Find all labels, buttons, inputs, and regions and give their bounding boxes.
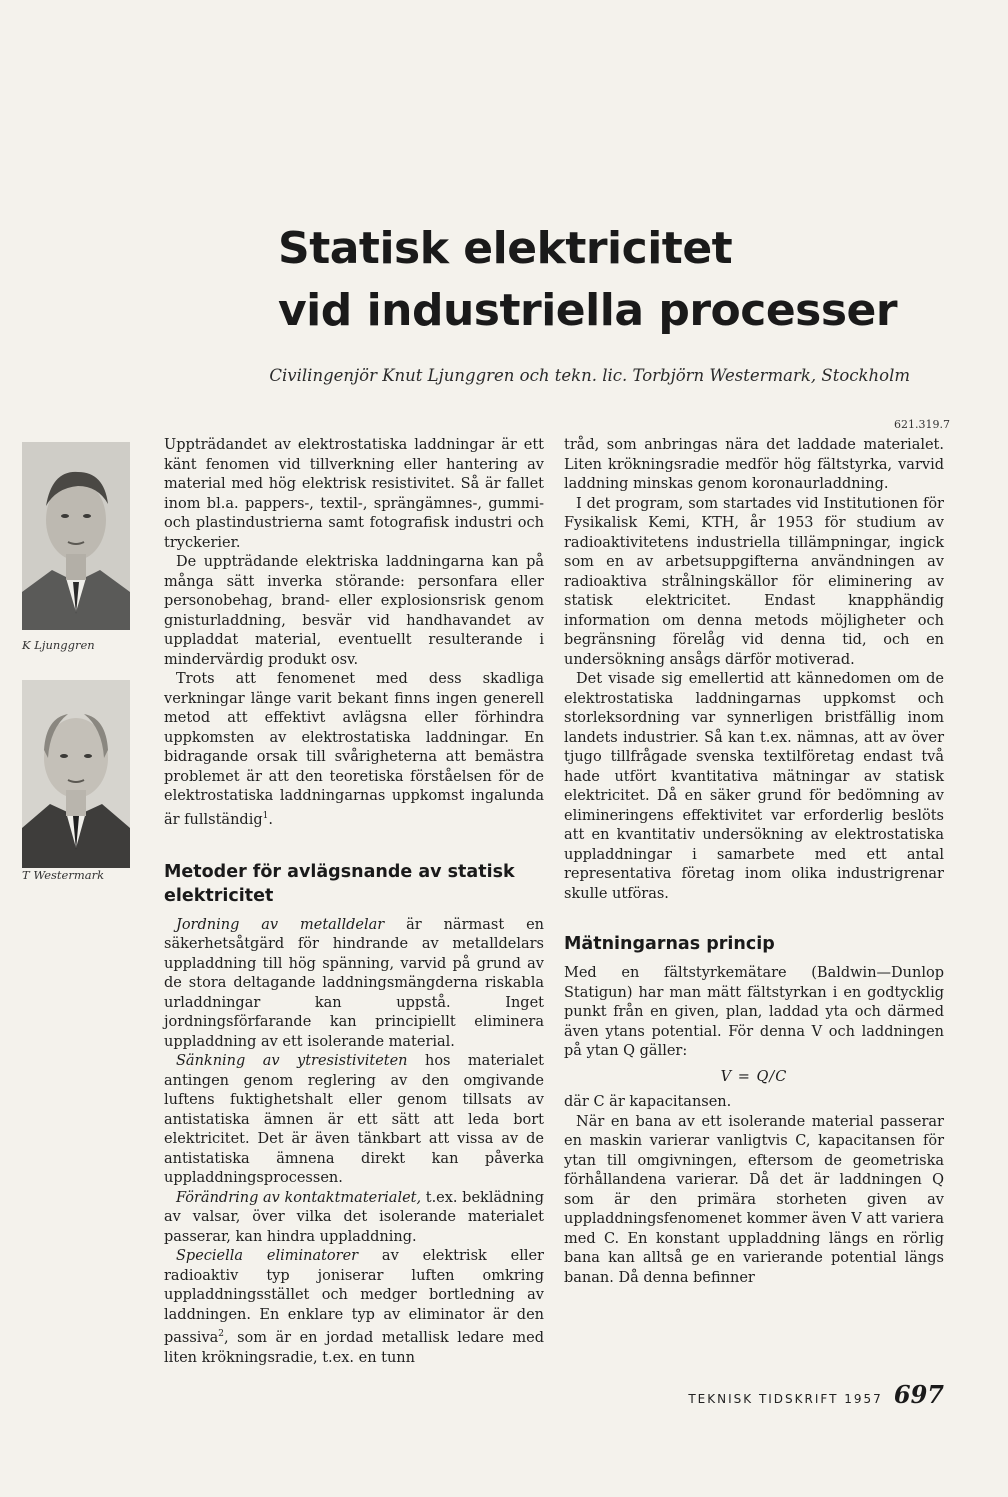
- paragraph: där C är kapacitansen.: [564, 1094, 732, 1110]
- left-column: [164, 436, 544, 1368]
- right-column: [564, 436, 944, 1288]
- equation: V = Q/C: [720, 1068, 788, 1085]
- article-title: [278, 218, 918, 342]
- paragraph: Uppträdandet av elektrostatiska laddningar är ett känt fenomen vid tillverkning eller hantering av material med hög elektrisk resistivitet. Så är fallet inom bl.a. pappers-, textil-, sprängämnes-, gummi- och plastindustrierna samt fotografisk industri och tryckerier.: [164, 437, 544, 551]
- photo-caption-westermark: T Westermark: [22, 868, 105, 882]
- byline: Civilingenjör Knut Ljunggren och tekn. lic. Torbjörn Westermark, Stockholm: [269, 366, 910, 385]
- portrait-icon: [22, 442, 130, 630]
- photo-caption-ljunggren: K Ljunggren: [22, 638, 95, 652]
- portrait-icon: [22, 680, 130, 868]
- page-footer: [688, 1380, 944, 1409]
- author-photo-ljunggren: [22, 442, 130, 630]
- paragraph: Förändring av kontaktmaterialet, t.ex. beklädning av valsar, över vilka det isolerande materialet passerar, kan hindra uppladdning.: [164, 1189, 544, 1245]
- section-heading: Metoder för avlägsnande av statisk elektricitet: [164, 861, 515, 906]
- udc-classification: 621.319.7: [894, 418, 950, 431]
- title-line-2: vid industriella processer: [278, 285, 898, 336]
- paragraph: Jordning av metalldelar är närmast en säkerhetsåtgärd för hindrande av metalldelars uppladdning till hög spänning, varvid på grund av de stora deltagande laddningsmängderna riskabla urladdningar kan uppstå. Inget jordningsförfarande kan principiellt eliminera uppladdning av ett isolerande material.: [164, 916, 545, 1050]
- paragraph: Det visade sig emellertid att kännedomen om de elektrostatiska laddningarnas uppkomst och storleksordning var synnerligen bristfällig inom landets industrier. Så kan t.ex. nämnas, att av över tjugo tillfrågade svenska textilföretag endast två hade utfört kvantitativa mätningar av statisk elektricitet. Då en säker grund för bedömning av elimineringens effektivitet var erforderlig beslöts att en kvantitativ undersökning av elektrostatiska uppladdningar i samarbete med ett antal representativa företag inom olika industrigrenar skulle utföras.: [564, 671, 944, 902]
- paragraph: Med en fältstyrkemätare (Baldwin—Dunlop Statigun) har man mätt fältstyrkan i en godtycklig punkt från en given, plan, laddad yta och därmed även ytans potential. För denna V och laddningen på ytan Q gäller:: [564, 965, 944, 1059]
- paragraph: Trots att fenomenet med dess skadliga verkningar länge varit bekant finns ingen generell metod att effektivt avlägsna eller förhindra uppkomsten av elektrostatiska laddningar. En bidragande orsak till svårigheterna att bemästra problemet är att den teoretiska förståelsen för de elektrostatiska laddningarnas uppkomst ingalunda är fullständig$^1$.: [164, 671, 544, 828]
- page-number: 697: [893, 1380, 944, 1409]
- paragraph: tråd, som anbringas nära det laddade materialet. Liten krökningsradie medför hög fältstyrka, varvid laddning minskas genom koronaurladdning.: [564, 437, 944, 492]
- paragraph: De uppträdande elektriska laddningarna kan på många sätt inverka störande: personfara eller personobehag, brand- eller explosionsrisk genom gnisturladdning, besvär vid handhavandet av uppladdat material, eventuellt resulterande i mindervärdig produkt osv.: [164, 554, 544, 668]
- title-line-1: Statisk elektricitet: [278, 223, 733, 274]
- paragraph: I det program, som startades vid Institutionen för Fysikalisk Kemi, KTH, år 1953 för studium av radioaktivitetens industriella tillämpningar, ingick som en av arbetsuppgifterna användningen av radioaktiva strålningskällor för eliminering av statisk elektricitet. Endast knapphändig information om denna metods möjligheter och begränsning förelåg vid denna tid, och en undersökning ansågs därför motiverad.: [564, 495, 944, 668]
- paragraph: Speciella eliminatorer av elektrisk eller radioaktiv typ joniserar luften omkring uppladdningsstället och medger bortledning av laddningen. En enklare typ av eliminator är den passiva$^2$, som är en jordad metallisk ledare med liten krökningsradie, t.ex. en tunn: [164, 1248, 544, 1366]
- paragraph: När en bana av ett isolerande material passerar en maskin varierar vanligtvis C, kapacitansen för ytan till omgivningen, eftersom de geometriska förhållandena varierar. Då det är laddningen Q som är den primära storheten given av uppladdningsfenomenet kommer även V att variera med C. En konstant uppladdning längs en rörlig bana kan alltså ge en varierande potential längs banan. Då denna befinner: [564, 1113, 944, 1286]
- author-photo-westermark: [22, 680, 130, 868]
- journal-name: TEKNISK TIDSKRIFT 1957: [688, 1392, 883, 1406]
- paragraph: Sänkning av ytresistiviteten hos materialet antingen genom reglering av den omgivande luftens fuktighetshalt eller genom tillsats av antistatiska ämnen är ett sätt att leda bort elektricitet. Det är även tänkbart att vissa av de antistatiska ämnena direkt kan påverka uppladdningsprocessen.: [164, 1053, 544, 1187]
- section-heading: Mätningarnas princip: [564, 934, 775, 954]
